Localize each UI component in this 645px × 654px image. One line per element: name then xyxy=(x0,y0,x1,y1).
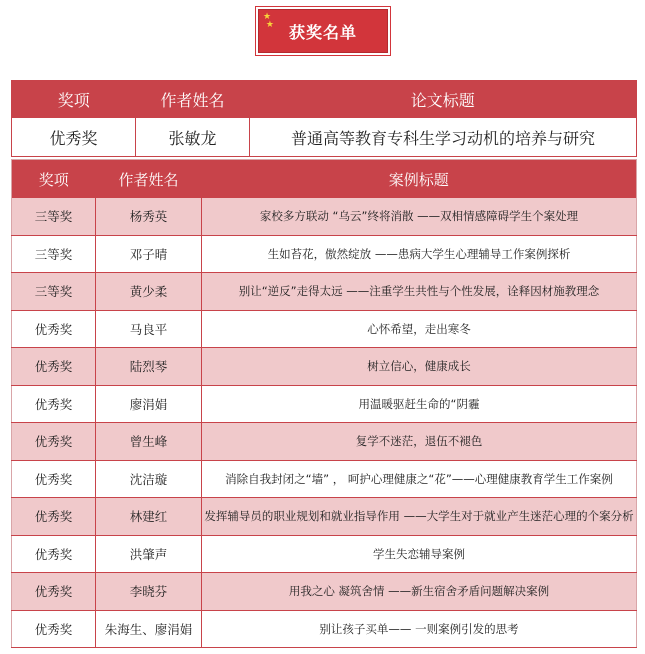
paper-award-table xyxy=(11,80,637,157)
award-cell: 优秀奖 xyxy=(12,535,96,573)
author-cell: 杨秀英 xyxy=(96,198,202,235)
author-cell: 廖涓娟 xyxy=(96,385,202,423)
author-cell: 黄少柔 xyxy=(96,273,202,311)
title-cell: 消除自我封闭之“墙” ， 呵护心理健康之“花”——心理健康教育学生工作案例 xyxy=(202,460,637,498)
title-cell: 家校多方联动 “乌云”终将消散 ——双相情感障碍学生个案处理 xyxy=(202,198,637,235)
star-icon: ★ ★ xyxy=(263,12,274,30)
table-row xyxy=(12,310,637,348)
table-row xyxy=(12,273,637,311)
banner-title: 获奖名单 xyxy=(288,22,357,42)
header-author: 作者姓名 xyxy=(136,81,250,118)
table-row xyxy=(12,460,637,498)
award-cell: 优秀奖 xyxy=(12,385,96,423)
table-row xyxy=(12,198,637,235)
header-paper-title: 论文标题 xyxy=(250,81,637,118)
table-row xyxy=(12,498,637,536)
title-cell: 生如苔花，傲然绽放 ——患病大学生心理辅导工作案例探析 xyxy=(202,235,637,273)
author-cell: 曾生峰 xyxy=(96,423,202,461)
case-award-table xyxy=(11,159,637,648)
award-cell: 优秀奖 xyxy=(12,423,96,461)
author-cell: 林建红 xyxy=(96,498,202,536)
award-cell: 优秀奖 xyxy=(12,498,96,536)
case-table-header xyxy=(12,160,637,199)
author-cell: 张敏龙 xyxy=(136,118,250,157)
award-cell: 优秀奖 xyxy=(12,348,96,386)
header-case-title: 案例标题 xyxy=(202,160,637,199)
award-cell: 优秀奖 xyxy=(12,573,96,611)
author-cell: 沈洁璇 xyxy=(96,460,202,498)
header-award: 奖项 xyxy=(12,81,136,118)
table-row xyxy=(12,423,637,461)
title-cell: 树立信心，健康成长 xyxy=(202,348,637,386)
author-cell: 邓子晴 xyxy=(96,235,202,273)
award-list-banner xyxy=(258,9,388,53)
title-cell: 别让孩子买单—— 一则案例引发的思考 xyxy=(202,610,637,648)
award-cell: 优秀奖 xyxy=(12,460,96,498)
award-cell: 三等奖 xyxy=(12,235,96,273)
header-author: 作者姓名 xyxy=(96,160,202,199)
award-cell: 优秀奖 xyxy=(12,310,96,348)
author-cell: 李晓芬 xyxy=(96,573,202,611)
author-cell: 朱海生、廖涓娟 xyxy=(96,610,202,648)
paper-table-header xyxy=(12,81,637,118)
award-cell: 优秀奖 xyxy=(12,610,96,648)
table-row xyxy=(12,118,637,157)
award-cell: 三等奖 xyxy=(12,198,96,235)
author-cell: 马良平 xyxy=(96,310,202,348)
title-cell: 用我之心 凝筑舍情 ——新生宿舍矛盾问题解决案例 xyxy=(202,573,637,611)
table-row xyxy=(12,385,637,423)
award-cell: 三等奖 xyxy=(12,273,96,311)
header-award: 奖项 xyxy=(12,160,96,199)
table-row xyxy=(12,235,637,273)
title-cell: 复学不迷茫，退伍不褪色 xyxy=(202,423,637,461)
title-cell: 用温暖驱赶生命的“阴霾 xyxy=(202,385,637,423)
title-cell: 发挥辅导员的职业规划和就业指导作用 ——大学生对于就业产生迷茫心理的个案分析 xyxy=(202,498,637,536)
title-cell: 普通高等教育专科生学习动机的培养与研究 xyxy=(250,118,637,157)
table-row xyxy=(12,573,637,611)
author-cell: 洪肇声 xyxy=(96,535,202,573)
title-cell: 学生失恋辅导案例 xyxy=(202,535,637,573)
title-cell: 别让“逆反”走得太远 ——注重学生共性与个性发展，诠释因材施教理念 xyxy=(202,273,637,311)
table-row xyxy=(12,348,637,386)
table-row xyxy=(12,535,637,573)
table-row xyxy=(12,610,637,648)
title-cell: 心怀希望，走出寒冬 xyxy=(202,310,637,348)
award-cell: 优秀奖 xyxy=(12,118,136,157)
author-cell: 陆烈琴 xyxy=(96,348,202,386)
